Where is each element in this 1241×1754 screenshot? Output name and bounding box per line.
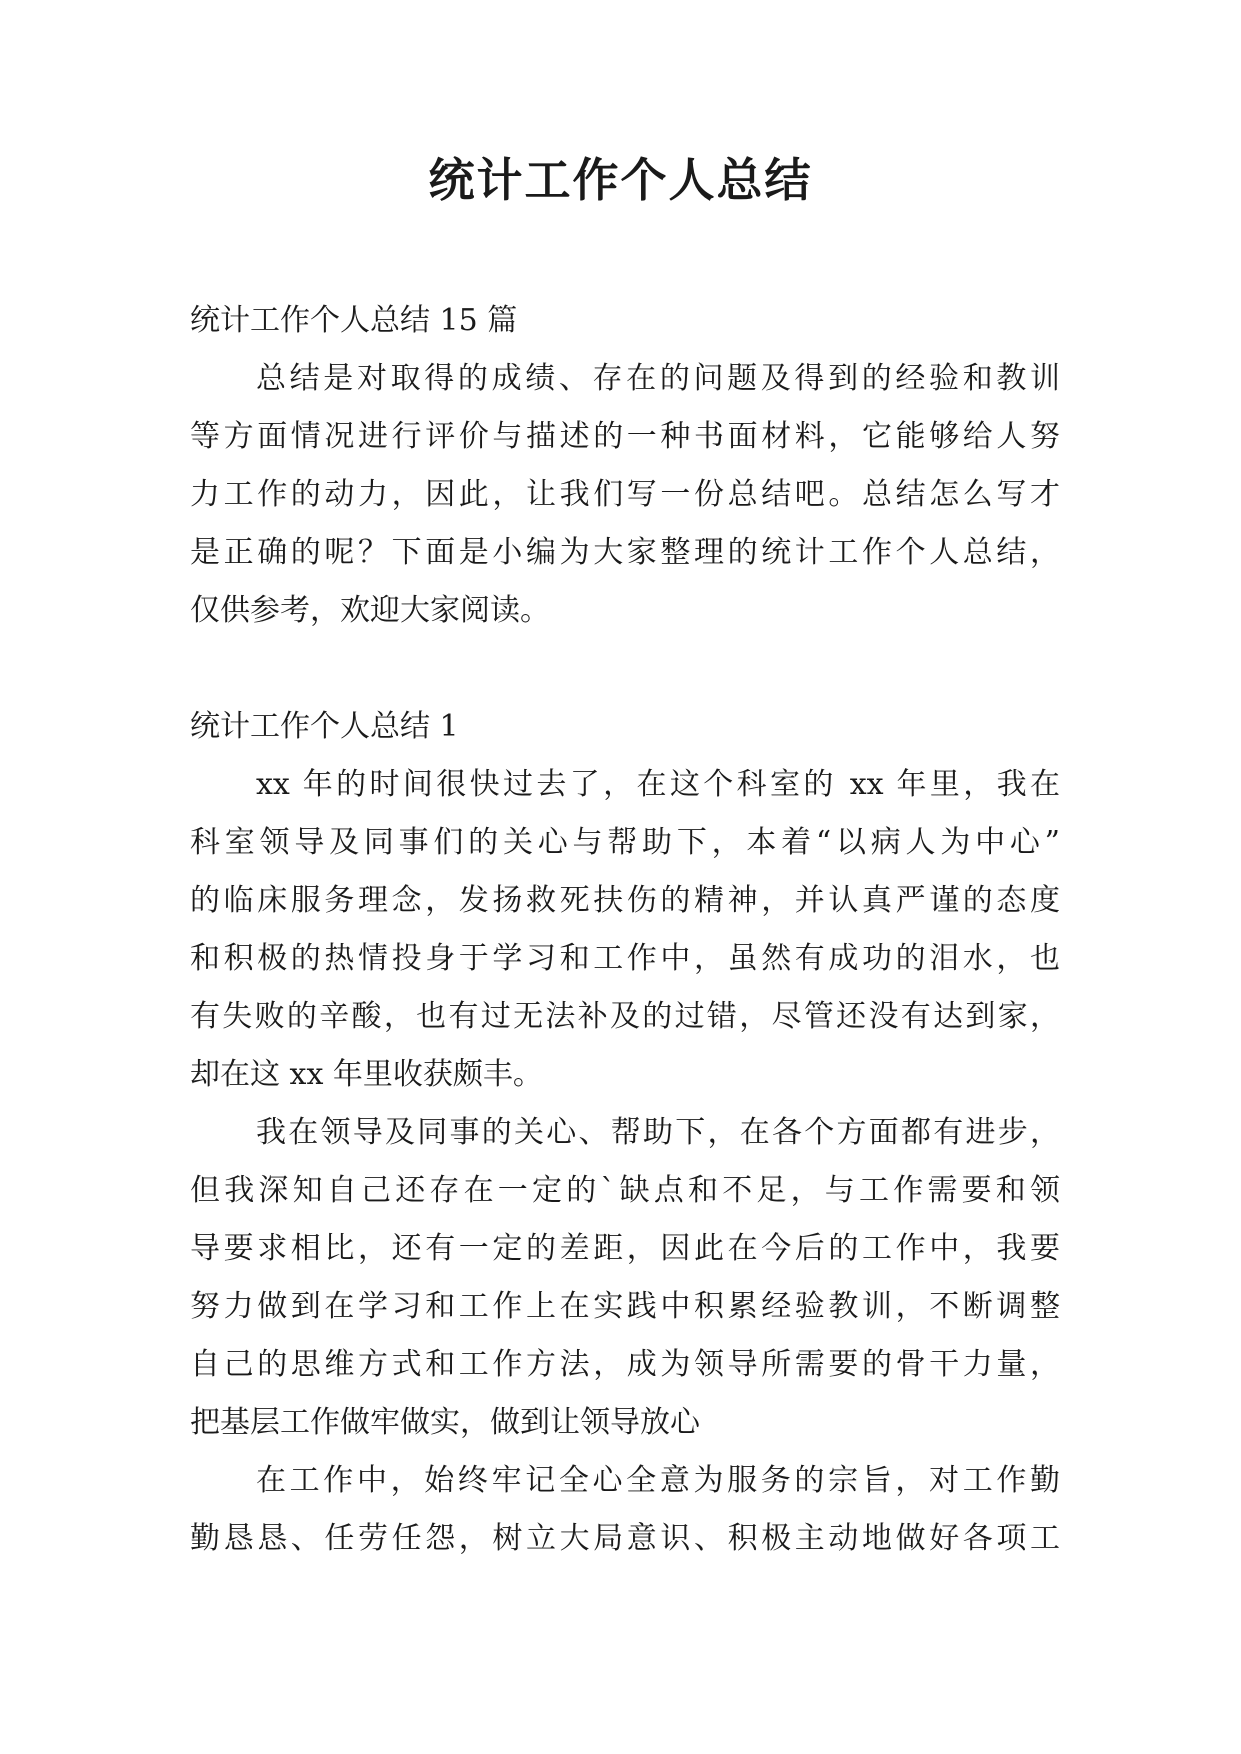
document-body (190, 292, 1060, 1568)
intro-line: 等方面情况进行评价与描述的一种书面材料，它能够给人努 (190, 419, 1060, 454)
intro-line: 总结是对取得的成绩、存在的问题及得到的经验和教训 (256, 361, 1060, 396)
intro-paragraph (190, 350, 1060, 640)
paragraph-line: 努力做到在学习和工作上在实践中积累经验教训，不断调整 (190, 1289, 1060, 1324)
paragraph-line: 却在这 xx 年里收获颇丰。 (190, 1057, 543, 1092)
intro-line: 是正确的呢？下面是小编为大家整理的统计工作个人总结， (190, 535, 1060, 570)
body-paragraph-3 (190, 1452, 1060, 1568)
paragraph-gap (190, 640, 1060, 698)
paragraph-line: 勤恳恳、任劳任怨，树立大局意识、积极主动地做好各项工 (190, 1521, 1060, 1556)
body-paragraph-1 (190, 756, 1060, 1104)
paragraph-line: 和积极的热情投身于学习和工作中，虽然有成功的泪水，也 (190, 941, 1060, 976)
intro-line: 力工作的动力，因此，让我们写一份总结吧。总结怎么写才 (190, 477, 1060, 512)
document-subtitle: 统计工作个人总结 15 篇 (190, 303, 518, 338)
document-title: 统计工作个人总结 (428, 153, 813, 207)
paragraph-line: 在工作中，始终牢记全心全意为服务的宗旨，对工作勤 (256, 1463, 1060, 1498)
paragraph-line: 科室领导及同事们的关心与帮助下，本着“以病人为中心” (190, 825, 1060, 860)
intro-line: 仅供参考，欢迎大家阅读。 (190, 593, 550, 628)
paragraph-line: 我在领导及同事的关心、帮助下，在各个方面都有进步， (256, 1115, 1060, 1150)
body-paragraph-2 (190, 1104, 1060, 1452)
section-heading: 统计工作个人总结 1 (190, 709, 459, 744)
paragraph-line: xx 年的时间很快过去了，在这个科室的 xx 年里，我在 (256, 767, 1060, 802)
paragraph-line: 自己的思维方式和工作方法，成为领导所需要的骨干力量， (190, 1347, 1060, 1382)
paragraph-line: 有失败的辛酸，也有过无法补及的过错，尽管还没有达到家， (190, 999, 1060, 1034)
paragraph-line: 但我深知自己还存在一定的`缺点和不足，与工作需要和领 (190, 1173, 1060, 1208)
paragraph-line: 的临床服务理念，发扬救死扶伤的精神，并认真严谨的态度 (190, 883, 1060, 918)
paragraph-line: 把基层工作做牢做实，做到让领导放心 (190, 1405, 700, 1440)
paragraph-line: 导要求相比，还有一定的差距，因此在今后的工作中，我要 (190, 1231, 1060, 1266)
